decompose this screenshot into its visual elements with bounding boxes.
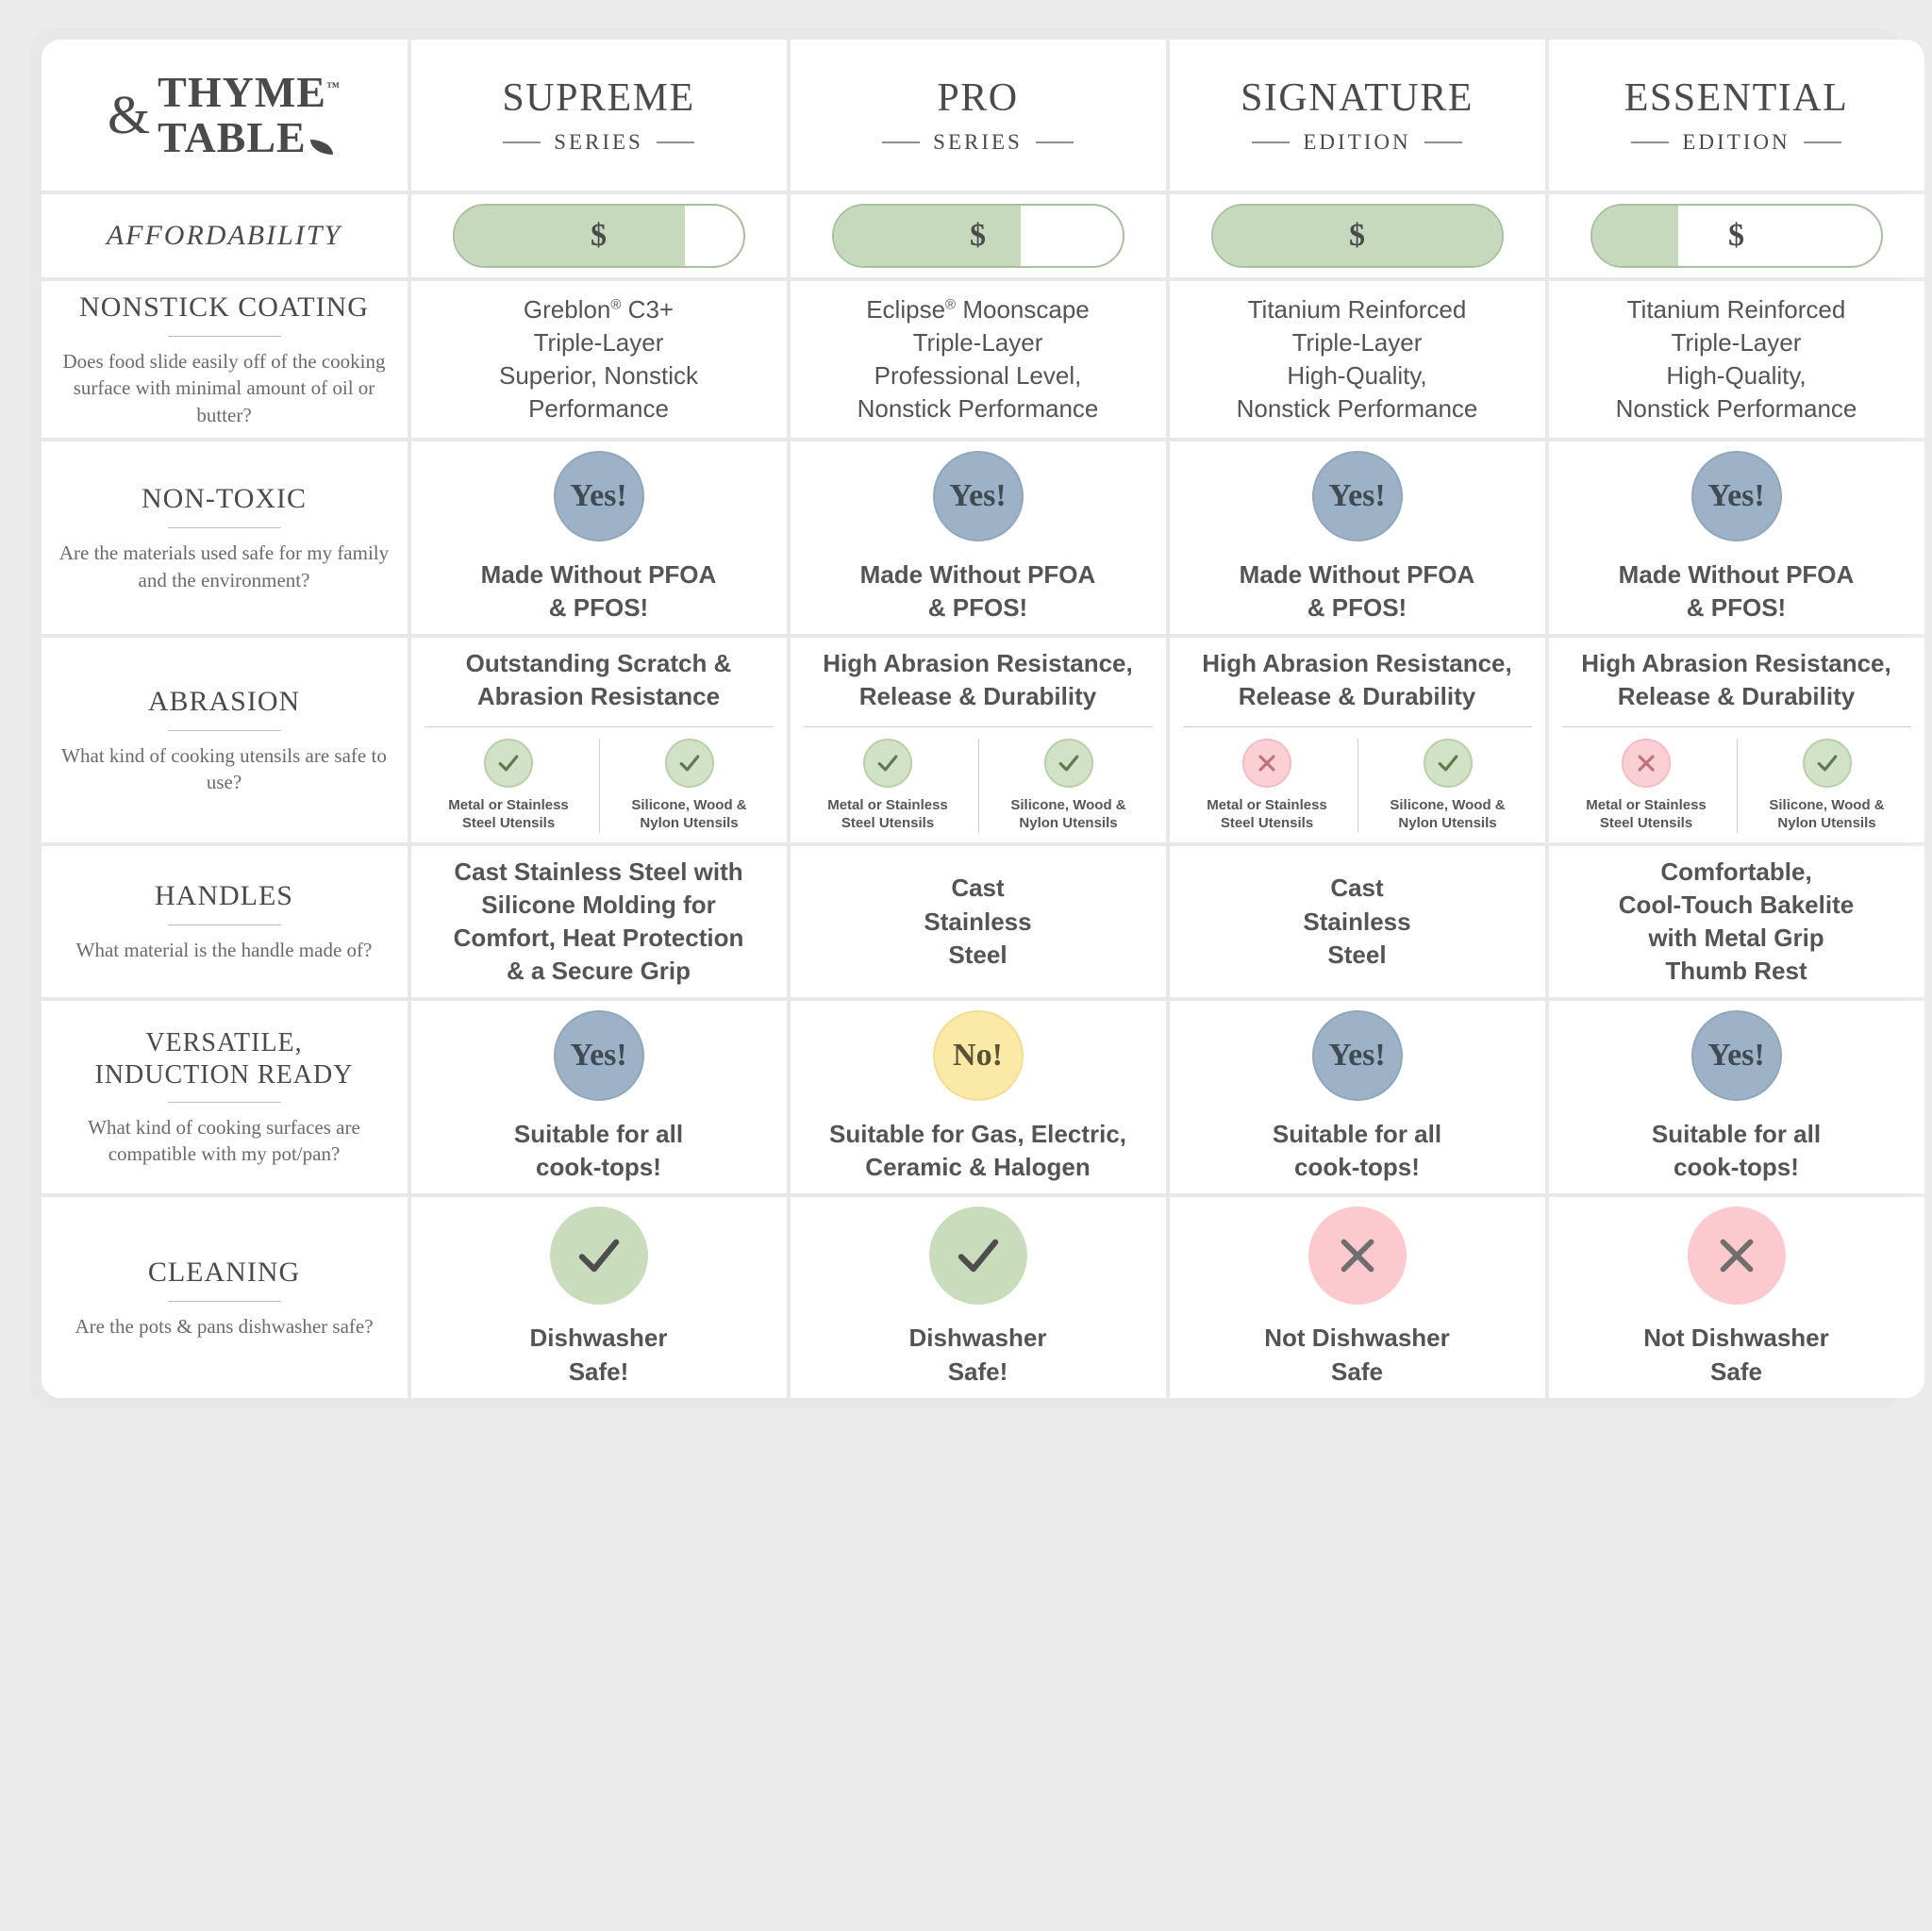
utensil-item (419, 739, 599, 833)
cell-text: Cast Stainless Steel with Silicone Molding for Comfort, Heat Protection & a Secure Grip (453, 857, 744, 986)
divider (168, 527, 281, 528)
utensil-item (1357, 739, 1538, 833)
column-name: PRO (937, 76, 1019, 120)
row-question: What kind of cooking surfaces are compatible with my pot/pan? (88, 1116, 360, 1166)
utensil-caption: Silicone, Wood & Nylon Utensils (1390, 797, 1506, 832)
cell-affordability-0 (411, 194, 787, 277)
cell-affordability-3 (1549, 194, 1924, 277)
utensil-item (1177, 739, 1357, 833)
utensil-grid (1177, 739, 1538, 833)
utensil-caption: Silicone, Wood & Nylon Utensils (1769, 797, 1885, 832)
row-title: VERSATILE, INDUCTION READY (94, 1027, 354, 1090)
brand-logo-cell (42, 40, 408, 191)
cell-text: Suitable for all cook-tops! (1272, 1120, 1442, 1182)
cell-text: High Abrasion Resistance, Release & Durability (823, 649, 1133, 711)
cell-text: Suitable for all cook-tops! (513, 1120, 684, 1182)
cell-nonstick-coating-0 (411, 281, 787, 438)
cell-text: Comfortable, Cool-Touch Bakelite with Metal Grip Thumb Rest (1618, 857, 1855, 986)
utensil-item (1557, 739, 1737, 833)
utensil-item (978, 739, 1158, 833)
divider (1183, 726, 1532, 727)
price-symbol: $ (970, 218, 986, 253)
cell-text: Made Without PFOA & PFOS! (480, 560, 717, 623)
utensil-grid (419, 739, 779, 833)
row-label-handles (42, 846, 408, 997)
row-cleaning (42, 1197, 1924, 1397)
utensil-caption: Metal or Stainless Steel Utensils (448, 797, 569, 832)
row-non-toxic (42, 441, 1924, 634)
cell-text: Suitable for all cook-tops! (1651, 1120, 1822, 1182)
comparison-sheet (30, 28, 1903, 1409)
column-subtitle: EDITION (1631, 130, 1840, 155)
row-label-cleaning (42, 1197, 408, 1397)
utensil-item (599, 739, 779, 833)
cell-cleaning-0 (411, 1197, 787, 1397)
cell-cleaning-1 (791, 1197, 1166, 1397)
cross-icon (1688, 1207, 1786, 1305)
row-title: HANDLES (155, 880, 293, 912)
cell-affordability-2 (1170, 194, 1545, 277)
cell-handles-3 (1549, 846, 1924, 997)
row-title: NONSTICK COATING (79, 291, 369, 323)
ampersand: & (108, 83, 151, 145)
utensil-caption: Metal or Stainless Steel Utensils (1586, 797, 1707, 832)
row-label-abrasion (42, 638, 408, 842)
cell-versatile-induction-ready-1 (791, 1001, 1166, 1193)
cell-text: Dishwasher Safe! (529, 1323, 668, 1386)
divider (168, 336, 281, 337)
cell-text: Titanium Reinforced Triple-Layer High-Quality, Nonstick Performance (1236, 294, 1478, 424)
cell-handles-2 (1170, 846, 1545, 997)
check-icon (929, 1207, 1027, 1305)
utensil-grid (798, 739, 1158, 833)
cell-non-toxic-3 (1549, 441, 1924, 634)
cell-text: Not Dishwasher Safe (1643, 1323, 1829, 1386)
cell-cleaning-3 (1549, 1197, 1924, 1397)
comparison-table (38, 36, 1928, 1402)
price-symbol: $ (1728, 218, 1744, 253)
cell-text: Made Without PFOA & PFOS! (1618, 560, 1855, 623)
cell-handles-1 (791, 846, 1166, 997)
utensil-caption: Silicone, Wood & Nylon Utensils (631, 797, 747, 832)
row-label-nonstick-coating (42, 281, 408, 438)
price-symbol: $ (591, 218, 607, 253)
cell-text: Greblon® C3+ Triple-Layer Superior, Nonstick Performance (499, 294, 698, 424)
cross-icon (1622, 739, 1671, 788)
cell-versatile-induction-ready-3 (1549, 1001, 1924, 1193)
divider (804, 726, 1153, 727)
divider (1562, 726, 1911, 727)
column-subtitle: SERIES (503, 130, 694, 155)
row-affordability (42, 194, 1924, 277)
cell-nonstick-coating-2 (1170, 281, 1545, 438)
column-subtitle: SERIES (882, 130, 1074, 155)
status-badge: No! (933, 1010, 1024, 1101)
cell-text: Outstanding Scratch & Abrasion Resistance (465, 649, 732, 711)
cell-abrasion-2 (1170, 638, 1545, 842)
row-question: Are the materials used safe for my family and the environment? (58, 541, 390, 591)
cell-affordability-1 (791, 194, 1166, 277)
cell-nonstick-coating-1 (791, 281, 1166, 438)
cell-cleaning-2 (1170, 1197, 1545, 1397)
check-icon (1803, 739, 1852, 788)
cell-handles-0 (411, 846, 787, 997)
column-header-1 (791, 40, 1166, 191)
row-question: What kind of cooking utensils are safe to use? (61, 743, 387, 794)
leaf-icon (310, 140, 333, 155)
column-header-3 (1549, 40, 1924, 191)
row-question: What material is the handle made of? (75, 939, 373, 962)
column-header-2 (1170, 40, 1545, 191)
brand-line-1: THYME™ (158, 68, 341, 116)
row-abrasion (42, 638, 1924, 842)
row-title: ABRASION (147, 685, 301, 717)
affordability-meter (1591, 204, 1883, 268)
affordability-meter (832, 204, 1124, 268)
divider (168, 924, 281, 925)
utensil-caption: Metal or Stainless Steel Utensils (1207, 797, 1327, 832)
check-icon (1424, 739, 1473, 788)
cell-text: High Abrasion Resistance, Release & Durability (1202, 649, 1512, 711)
row-question: Are the pots & pans dishwasher safe? (75, 1314, 374, 1338)
utensil-grid (1557, 739, 1917, 833)
cell-abrasion-3 (1549, 638, 1924, 842)
row-label-non-toxic (42, 441, 408, 634)
column-name: SIGNATURE (1241, 76, 1474, 120)
divider (168, 1301, 281, 1302)
row-label-affordability (42, 194, 408, 277)
cell-text: Made Without PFOA & PFOS! (859, 560, 1096, 623)
row-title: NON-TOXIC (141, 483, 308, 515)
status-badge: Yes! (1691, 1010, 1782, 1101)
cell-versatile-induction-ready-0 (411, 1001, 787, 1193)
divider (168, 1102, 281, 1103)
brand-logo (108, 68, 341, 161)
cell-text: Not Dishwasher Safe (1264, 1323, 1450, 1386)
cell-text: High Abrasion Resistance, Release & Durability (1581, 649, 1891, 711)
divider (168, 730, 281, 731)
row-title: AFFORDABILITY (106, 220, 342, 251)
affordability-meter (453, 204, 745, 268)
cell-non-toxic-0 (411, 441, 787, 634)
cell-text: Eclipse® Moonscape Triple-Layer Professional Level, Nonstick Performance (857, 294, 1099, 424)
affordability-meter (1211, 204, 1504, 268)
check-icon (484, 739, 533, 788)
row-label-versatile-induction-ready (42, 1001, 408, 1193)
row-versatile-induction-ready (42, 1001, 1924, 1193)
cell-abrasion-1 (791, 638, 1166, 842)
cross-icon (1308, 1207, 1407, 1305)
cell-nonstick-coating-3 (1549, 281, 1924, 438)
cell-non-toxic-2 (1170, 441, 1545, 634)
status-badge: Yes! (1691, 451, 1782, 541)
divider (425, 726, 774, 727)
check-icon (863, 739, 912, 788)
check-icon (665, 739, 714, 788)
cell-abrasion-0 (411, 638, 787, 842)
brand-line-2: TABLE (158, 116, 341, 159)
header-row (42, 40, 1924, 191)
utensil-item (1737, 739, 1917, 833)
status-badge: Yes! (1312, 1010, 1403, 1101)
utensil-item (798, 739, 978, 833)
utensil-caption: Metal or Stainless Steel Utensils (827, 797, 948, 832)
row-nonstick-coating (42, 281, 1924, 438)
column-header-0 (411, 40, 787, 191)
check-icon (1044, 739, 1093, 788)
cell-text: Cast Stainless Steel (924, 874, 1032, 969)
cell-non-toxic-1 (791, 441, 1166, 634)
status-badge: Yes! (554, 451, 644, 541)
status-badge: Yes! (554, 1010, 644, 1101)
cell-versatile-induction-ready-2 (1170, 1001, 1545, 1193)
price-symbol: $ (1349, 218, 1365, 253)
cell-text: Cast Stainless Steel (1303, 874, 1411, 969)
cell-text: Made Without PFOA & PFOS! (1239, 560, 1475, 623)
row-title: CLEANING (147, 1256, 301, 1288)
cell-text: Suitable for Gas, Electric, Ceramic & Halogen (829, 1120, 1126, 1182)
check-icon (550, 1207, 648, 1305)
utensil-caption: Silicone, Wood & Nylon Utensils (1010, 797, 1126, 832)
column-subtitle: EDITION (1252, 130, 1461, 155)
column-name: ESSENTIAL (1624, 76, 1849, 120)
row-question: Does food slide easily off of the cooking surface with minimal amount of oil or butter? (62, 350, 386, 426)
status-badge: Yes! (933, 451, 1024, 541)
status-badge: Yes! (1312, 451, 1403, 541)
row-handles (42, 846, 1924, 997)
cross-icon (1242, 739, 1291, 788)
cell-text: Titanium Reinforced Triple-Layer High-Quality, Nonstick Performance (1615, 294, 1857, 424)
column-name: SUPREME (502, 76, 695, 120)
cell-text: Dishwasher Safe! (908, 1323, 1047, 1386)
